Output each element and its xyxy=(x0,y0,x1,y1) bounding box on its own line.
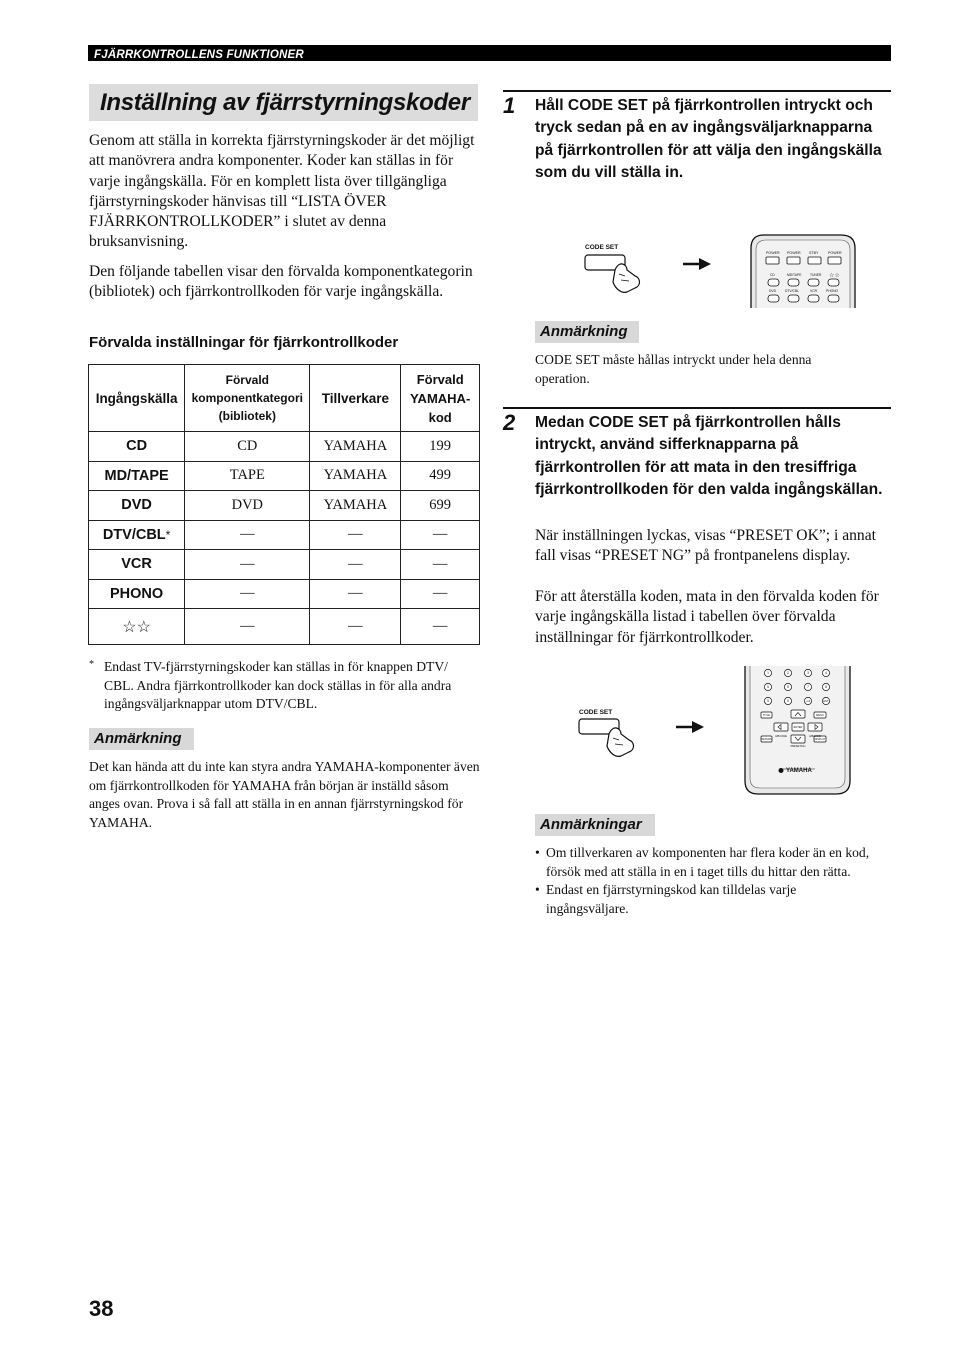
cell-source: VCR xyxy=(89,550,185,580)
digit-key-label: 8 xyxy=(825,685,827,690)
table-header-row xyxy=(89,365,480,432)
intro-paragraph-1: Genom att ställa in korrekta fjärrstyrningskoder är det möjligt att manövrera andra komponenter. Koder kan ställas in för varje ingångskälla. För en komplett lista över tillgängliga fjärrstyrningskoder hänvisas till “LISTA ÖVER FJÄRRKONTROLLKODER” i slutet av denna bruksanvisning. xyxy=(89,132,475,251)
code-set-remote-illustration xyxy=(575,230,865,308)
cell-maker: YAMAHA xyxy=(310,461,401,491)
list-item: • Endast en fjärrstyrningskod kan tilldelas varje ingångsväljare. xyxy=(535,881,880,918)
remote-key-label: PHONO xyxy=(826,289,839,293)
step1-heading: Håll CODE SET på fjärrkontrollen intryckt och tryck sedan på en av ingångsväljarknapparna på fjärrkontrollen för att välja den ingångskälla som du vill ställa in. xyxy=(535,97,882,182)
cell-category: — xyxy=(185,520,310,550)
cell-source: DVD xyxy=(89,491,185,521)
digit-key-label: 7 xyxy=(807,685,809,690)
cell-code: 699 xyxy=(401,491,480,521)
header-maker: Tillverkare xyxy=(310,365,401,432)
side-key-label: ENTER xyxy=(793,726,803,729)
step2-heading: Medan CODE SET på fjärrkontrollen hålls intryckt, använd sifferknapparna på fjärrkontrollen för att mata in den tresiffriga fjärrkontrollkoden för den valda ingångskällan. xyxy=(535,414,883,499)
table-row xyxy=(89,432,480,462)
side-key-label: DISPLAY xyxy=(814,738,826,741)
digit-key-label: 4 xyxy=(825,671,827,676)
page-number: 38 xyxy=(89,1296,114,1321)
note-tag-label: Anmärkning xyxy=(540,323,628,340)
side-key-label: TITLE xyxy=(762,714,771,717)
remote-key-label: DVD xyxy=(769,289,776,293)
remote-key-label: TUNER xyxy=(810,273,822,277)
remote-key-label: STBY xyxy=(809,251,819,255)
cell-source-text: DTV/CBL xyxy=(102,526,166,543)
cell-maker: YAMAHA xyxy=(310,432,401,462)
cell-code: 499 xyxy=(401,461,480,491)
cell-source: CD xyxy=(89,432,185,462)
header-category: Förvald komponentkategori (bibliotek) xyxy=(185,365,310,432)
step-number: 1 xyxy=(503,93,516,118)
cell-category: TAPE xyxy=(185,461,310,491)
cell-maker: YAMAHA xyxy=(310,491,401,521)
cell-maker: — xyxy=(310,520,401,550)
step1-note-text: CODE SET måste hållas intryckt under hela denna operation. xyxy=(535,352,812,386)
step1-figure xyxy=(575,230,865,308)
step-number: 2 xyxy=(503,410,516,435)
cell-code: — xyxy=(401,520,480,550)
yamaha-logo-text: YAMAHA xyxy=(786,768,812,774)
digit-key-label: 3 xyxy=(807,671,809,676)
cell-code: — xyxy=(401,609,480,645)
table-row xyxy=(89,579,480,609)
header-source: Ingångskälla xyxy=(89,365,185,432)
remote-key-label: POWER xyxy=(787,251,801,255)
notes-tag-label: Anmärkningar xyxy=(540,816,642,833)
page-title-box xyxy=(89,84,478,121)
footnote-text: Endast TV-fjärrstyrningskoder kan ställas in för knappen DTV/ CBL. Andra fjärrkontrollkoder kan dock ställas in för alla andra ingångsväljarknappar utom DTV/CBL. xyxy=(104,659,452,712)
digit-key-label: 1 xyxy=(767,671,769,676)
preset-label: A/B/C/D/E xyxy=(809,735,821,738)
cell-code: — xyxy=(401,579,480,609)
cell-category: DVD xyxy=(185,491,310,521)
step2-body-1: När inställningen lyckas, visas “PRESET OK”; i annat fall visas “PRESET NG” på frontpanelens display. xyxy=(535,527,876,565)
cell-category: — xyxy=(185,579,310,609)
cell-source: MD/TAPE xyxy=(89,461,185,491)
cell-category: — xyxy=(185,550,310,580)
cell-source: ☆☆ xyxy=(89,609,185,645)
table-row xyxy=(89,520,480,550)
asterisk-mark: * xyxy=(165,527,171,542)
header-code: Förvald YAMAHA-kod xyxy=(401,365,480,432)
digit-key-label: 5 xyxy=(767,685,769,690)
digit-key-label: 9 xyxy=(767,699,769,704)
remote-key-label: DTV/CBL xyxy=(785,289,799,293)
table-row xyxy=(89,609,480,645)
cell-maker: — xyxy=(310,550,401,580)
side-key-label: MENU xyxy=(816,714,824,717)
note-tag xyxy=(89,728,194,750)
note-tag-label: Anmärkning xyxy=(94,730,182,747)
digit-key-label: 6 xyxy=(787,685,789,690)
table-row xyxy=(89,550,480,580)
cell-code: 199 xyxy=(401,432,480,462)
remote-key-label: POWER xyxy=(828,251,842,255)
step2-body-2: För att återställa koden, mata in den förvalda koden för varje ingångskälla listad i tabellen över förvalda inställningar för fjärrkontrollkoder. xyxy=(535,588,879,646)
notes-list xyxy=(535,844,880,918)
left-note-text: Det kan hända att du inte kan styra andra YAMAHA-komponenter även om fjärrkontrollkoden för YAMAHA från början är inställd såsom anges ovan. Prova i så fall att ställa in en annan fjärrstyrningskod för YAMAHA. xyxy=(89,759,480,830)
intro-paragraph-2: Den följande tabellen visar den förvalda komponentkategorin (bibliotek) och fjärrkontrollkoden för varje ingångskälla. xyxy=(89,263,473,301)
note-tag xyxy=(535,321,639,343)
list-item: • Om tillverkaren av komponenten har flera koder än en kod, försök med att ställa in en i taget tills du hittar den rätta. xyxy=(535,844,880,881)
table-heading: Förvalda inställningar för fjärrkontrollkoder xyxy=(89,334,399,351)
notes-tag xyxy=(535,814,655,836)
remote-key-label: CD xyxy=(770,273,775,277)
code-set-keypad-illustration xyxy=(570,666,860,796)
step-divider xyxy=(503,407,891,409)
cell-category: — xyxy=(185,609,310,645)
cell-code: — xyxy=(401,550,480,580)
cell-maker: — xyxy=(310,609,401,645)
footnote-mark: * xyxy=(89,659,94,670)
code-set-label: CODE SET xyxy=(585,244,619,251)
cell-maker: — xyxy=(310,579,401,609)
cell-source: PHONO xyxy=(89,579,185,609)
step2-figure xyxy=(570,666,860,796)
default-codes-table xyxy=(88,364,480,645)
cell-source xyxy=(89,520,185,550)
cell-category: CD xyxy=(185,432,310,462)
step-divider xyxy=(503,90,891,92)
digit-key-label: ENT xyxy=(823,700,829,704)
section-header-bar xyxy=(88,45,891,61)
remote-key-label: POWER xyxy=(766,251,780,255)
preset-label: A/B/C/D/E xyxy=(775,735,787,738)
section-label: FJÄRRKONTROLLENS FUNKTIONER xyxy=(94,49,304,61)
digit-key-label: 0 xyxy=(787,699,789,704)
preset-label: PRESET/CH xyxy=(790,745,806,748)
table-row xyxy=(89,461,480,491)
table-row xyxy=(89,491,480,521)
code-set-label: CODE SET xyxy=(579,709,613,716)
digit-key-label: 2 xyxy=(787,671,789,676)
side-key-label: RETURN xyxy=(761,738,772,741)
remote-key-label: VCR xyxy=(810,289,817,293)
page-title: Inställning av fjärrstyrningskoder xyxy=(100,89,470,116)
digit-key-label: +10 xyxy=(805,700,811,704)
remote-key-label: ☆☆ xyxy=(829,273,840,279)
remote-key-label: MD/TAPE xyxy=(787,273,802,277)
